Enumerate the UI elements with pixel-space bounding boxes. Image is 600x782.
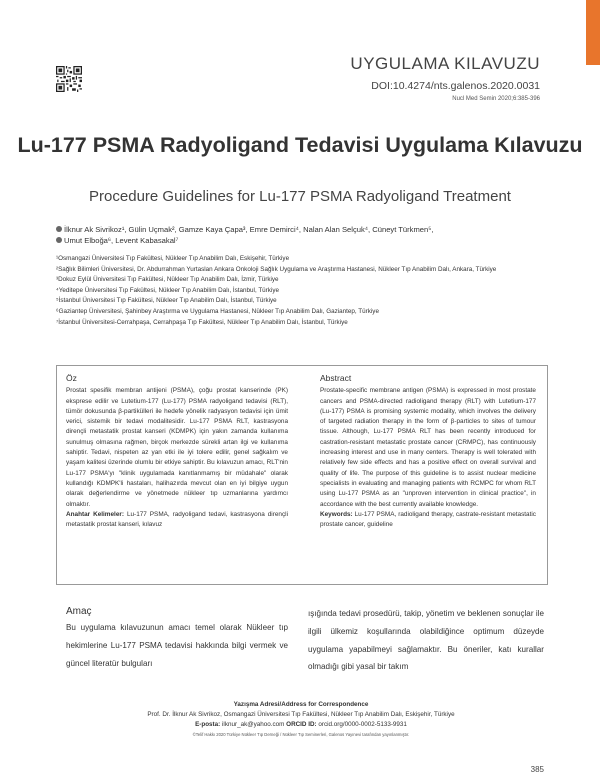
keywords-tr: [66, 510, 288, 531]
correspondence-address: Prof. Dr. İlknur Ak Sivrikoz, Osmangazi Üniversitesi Tıp Fakültesi, Nükleer Tıp Anabilim Dalı, Eskişehir, Türkiye: [147, 711, 455, 718]
orcid-label: ORCID ID:: [286, 721, 317, 728]
keywords-tr-label: Anahtar Kelimeler:: [66, 510, 124, 518]
title-tr-text: Lu-177 PSMA Radyoligand Tedavisi Uygulama Kılavuzu: [17, 133, 583, 157]
orcid-icon: [56, 226, 62, 232]
doi: DOI:10.4274/nts.galenos.2020.0031: [371, 80, 540, 92]
abstract-en-heading: Abstract: [320, 373, 352, 383]
abstract-en: [320, 373, 536, 530]
keywords-en-label: Keywords:: [320, 510, 353, 518]
affiliation-list: [56, 254, 546, 328]
body-right-column: [308, 605, 544, 676]
abstract-tr-text: Prostat spesifik membran antijeni (PSMA), çoğu prostat kanserinde (PK) eksprese edilir ve Lutetium-177 (Lu-177) PSMA radyoligand tedavisi (RLT), tümör dokusunda β-partikülleri ile hedefe yönelik radyasyon tedavisi için ümit verici, sistemik bir tedavi modalitesidir. Lu-177 PSMA RLT, kastrasyona dirençli metastatik prostat kanseri (KDMPK) için yakın zamanda kullanıma sunulmuş olmasına rağmen, birçok merkezde sürekli artan ilgi ve kullanıma sahiptir. Tedavi, nispeten az yan etki ile iyi tolere edilir, genel sağkalım ve yaşam kalitesi üzerinde olumlu bir etkiye sahiptir. Bu kılavuzun amacı, RLT'nin Lu-177 PSMA'yı "klinik uygulamada kanıtlanmamış bir müdahale" olarak kullandığı KDMPK'li hastaları, halihazırda mevcut olan en iyi bilgiye uygun olarak değerlendirme ve yönetmede nükleer tıp uzmanlarına yardımcı olmaktır.: [66, 387, 288, 508]
section-label: UYGULAMA KILAVUZU: [350, 54, 540, 73]
amac-heading: Amaç: [66, 606, 92, 617]
author-list: [56, 224, 546, 246]
authors-line-1: [56, 224, 546, 235]
abstract-tr-heading: Öz: [66, 373, 77, 383]
copyright-notice: ©Telif Hakkı 2020 Türkiye Nükleer Tıp Derneği / Nükleer Tıp Seminerleri, Galenos Yayınevi tarafından yayınlanmıştır.: [192, 732, 410, 737]
affiliation-item: ³Dokuz Eylül Üniversitesi Tıp Fakültesi, Nükleer Tıp Anabilim Dalı, İzmir, Türkiye: [56, 276, 279, 284]
journal-citation: Nucl Med Semin 2020;6:385-396: [452, 96, 540, 102]
orcid-value[interactable]: orcid.org/0000-0002-5133-9931: [318, 721, 407, 728]
article-title-tr: [0, 133, 600, 158]
keywords-en-text: Lu-177 PSMA, radioligand therapy, castrate-resistant metastatic prostate cancer, guideline: [320, 510, 536, 529]
orcid-icon: [56, 237, 62, 243]
orange-corner-bar: [586, 0, 600, 65]
affiliation-item: ⁷İstanbul Üniversitesi-Cerrahpaşa, Cerrahpaşa Tıp Fakültesi, Nükleer Tıp Anabilim Dalı, İstanbul, Türkiye: [56, 318, 348, 326]
amac-left-text: Bu uygulama kılavuzunun amacı temel olarak Nükleer tıp hekimlerine Lu-177 PSMA tedavisi hakkında bilgi vermek ve güncel literatür bulguları: [66, 623, 288, 668]
authors-line-2-text: Umut Elboğa⁶, Levent Kabasakal⁷: [64, 236, 179, 245]
affiliation-item: ⁴Yeditepe Üniversitesi Tıp Fakültesi, Nükleer Tıp Anabilim Dalı, İstanbul, Türkiye: [56, 286, 279, 294]
email-label: E-posta:: [195, 721, 221, 728]
affiliation-item: ²Sağlık Bilimleri Üniversitesi, Dr. Abdurrahman Yurtaslan Ankara Onkoloji Sağlık Uygulama ve Araştırma Hastanesi, Nükleer Tıp Anabilim Dalı, Ankara, Türkiye: [56, 265, 497, 273]
keywords-tr-text: Lu-177 PSMA, radyoligand tedavi, kastrasyona dirençli metastatik prostat kanseri, kılavuz: [66, 510, 289, 529]
correspondence-contact: [56, 720, 546, 730]
authors-line-1-text: İlknur Ak Sivrikoz¹, Gülin Uçmak², Gamze Kaya Çapa³, Emre Demirci⁴, Nalan Alan Selçuk⁴, Cüneyt Türkmen⁵,: [64, 225, 434, 234]
keywords-en: [320, 510, 536, 531]
page-number: 385: [530, 765, 544, 774]
correspondence-heading: Yazışma Adresi/Address for Correspondence: [233, 701, 369, 708]
email-value[interactable]: ilknur_ak@yahoo.com: [222, 721, 285, 728]
affiliation-item: ⁶Gaziantep Üniversitesi, Şahinbey Araştırma ve Uygulama Hastanesi, Nükleer Tıp Anabilim Dalı, Gaziantep, Türkiye: [56, 307, 379, 315]
qr-code-icon: [56, 66, 82, 92]
correspondence-block: [56, 700, 546, 740]
authors-line-2: [56, 235, 546, 246]
affiliation-item: ⁵İstanbul Üniversitesi Tıp Fakültesi, Nükleer Tıp Anabilim Dalı, İstanbul, Türkiye: [56, 297, 277, 305]
article-title-en: Procedure Guidelines for Lu-177 PSMA Radyoligand Treatment: [89, 188, 511, 205]
abstract-en-text: Prostate-specific membrane antigen (PSMA) is expressed in most prostate cancers and PSMA-directed radioligand therapy (RLT) with Lutetium-177 (Lu-177) PSMA is promising systemic modality, which involves the delivery of targeted radiation therapy in the form of β-particles to sites of tumour tissue. Although, Lu-177 PSMA RLT has been recently introduced for castration-resistant metastatic prostate cancer (CRMPC), has continuously increasing interest and use in many centers. Therapy is well tolerated with relatively few side effects and has a positive effect on overall survival and quality of life. The purpose of this guideline is to assist nuclear medicine specialists in evaluating and managing patients with RCMPC for whom RLT using Lu-177 PSMA as an "unproven intervention in clinical practice", in accordance with the best currently available knowledge.: [320, 387, 536, 508]
abstract-tr: [66, 373, 288, 530]
affiliation-item: ¹Osmangazi Üniversitesi Tıp Fakültesi, Nükleer Tıp Anabilim Dalı, Eskişehir, Türkiye: [56, 255, 290, 262]
amac-right-text: ışığında tedavi prosedürü, takip, yönetim ve beklenen sonuçlar ile ilgili ülkemiz koşullarında olabildiğince optimum düzeyde uygulama yapabilmeyi sağlamaktır. Bu öneriler, katı kurallar olmadığı gibi yasal bir takım: [308, 609, 544, 672]
body-left-column: [66, 605, 288, 672]
